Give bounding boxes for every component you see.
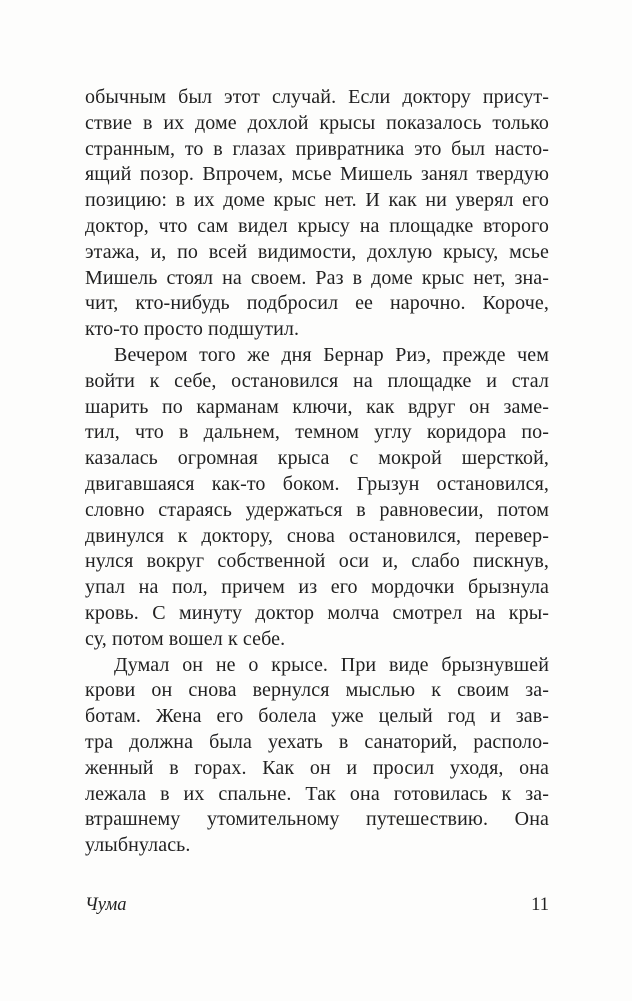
text-line: войти к себе, остановился на площадке и стал	[85, 369, 549, 392]
text-line: кровь. С минуту доктор молча смотрел на кры-	[85, 601, 549, 624]
text-line: ящий позор. Впрочем, мсье Мишель занял твердую	[85, 163, 549, 186]
text-line: казалась огромная крыса с мокрой шерсткой,	[85, 447, 549, 470]
running-title: Чума	[85, 895, 127, 915]
text-line: позицию: в их доме крыс нет. И как ни уверял его	[85, 189, 549, 212]
text-line: Вечером того же дня Бернар Риэ, прежде чем	[114, 343, 549, 366]
text-line: тил, что в дальнем, темном углу коридора по-	[85, 421, 549, 444]
text-line: словно стараясь удержаться в равновесии, потом	[85, 498, 549, 521]
text-line: втрашнему утомительному путешествию. Она	[85, 808, 549, 831]
page-number: 11	[531, 895, 549, 915]
text-line: су, потом вошел к себе.	[85, 627, 286, 650]
text-line: Думал он не о крысе. При виде брызнувшей	[114, 653, 549, 676]
text-line: кто-то просто подшутил.	[85, 318, 300, 341]
text-line: ботам. Жена его болела уже целый год и зав-	[85, 705, 549, 728]
text-line: двинулся к доктору, снова остановился, перевер-	[85, 524, 549, 547]
text-line: Мишель стоял на своем. Раз в доме крыс нет, зна-	[85, 266, 549, 289]
text-line: ствие в их доме дохлой крысы показалось только	[85, 111, 549, 134]
page-footer	[85, 893, 549, 917]
text-line: нулся вокруг собственной оси и, слабо пискнув,	[85, 550, 549, 573]
text-line: лежала в их спальне. Так она готовилась к за-	[85, 782, 549, 805]
text-line: шарить по карманам ключи, как вдруг он заме-	[85, 395, 549, 418]
text-line: обычным был этот случай. Если доктору присут-	[85, 86, 549, 108]
text-line: этажа, и, по всей видимости, дохлую крысу, мсье	[85, 240, 549, 263]
text-line: странным, то в глазах привратника это был насто-	[85, 137, 549, 160]
text-line: упал на пол, причем из его мордочки брызнула	[85, 576, 549, 599]
text-line: чит, кто-нибудь подбросил ее нарочно. Короче,	[85, 292, 549, 315]
text-line: женный в горах. Как он и просил уходя, она	[85, 756, 549, 779]
text-line: крови он снова вернулся мыслью к своим за-	[85, 679, 549, 702]
text-line: тра должна была уехать в санаторий, располо-	[85, 730, 549, 753]
body-text	[85, 85, 549, 859]
text-line: двигавшаяся как-то боком. Грызун остановился,	[85, 472, 549, 495]
text-line: доктор, что сам видел крысу на площадке второго	[85, 214, 549, 237]
text-line: улыбнулась.	[85, 834, 191, 857]
